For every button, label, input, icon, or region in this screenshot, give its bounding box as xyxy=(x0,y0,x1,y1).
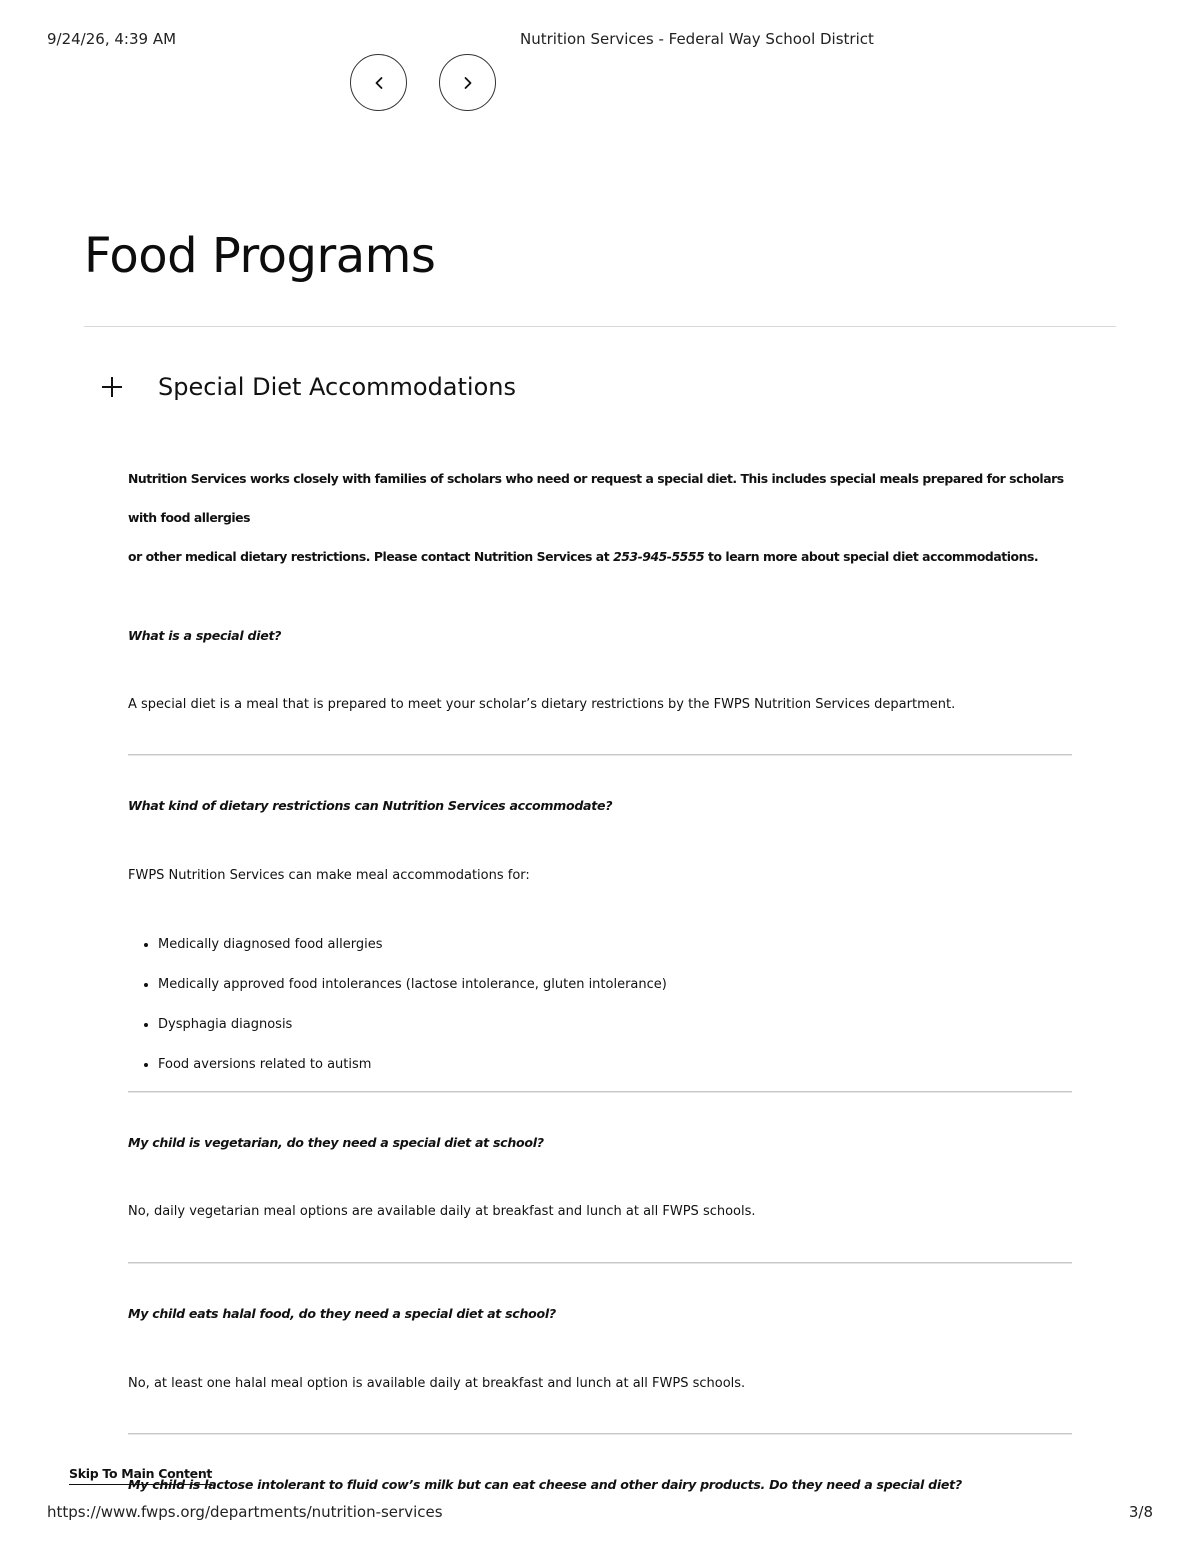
skip-to-main-content-link[interactable]: Skip To Main Content xyxy=(69,1466,212,1485)
print-datetime: 9/24/26, 4:39 AM xyxy=(47,30,177,48)
print-header xyxy=(47,30,1153,52)
chevron-left-icon xyxy=(371,75,387,91)
intro-line-2-prefix: or other medical dietary restrictions. Please contact Nutrition Services at xyxy=(128,549,614,564)
plus-icon xyxy=(100,375,124,399)
faq-question: My child is lactose intolerant to fluid cow’s milk but can eat cheese and other dairy products. Do they need a special diet? xyxy=(128,1477,962,1492)
faq-question: My child is vegetarian, do they need a special diet at school? xyxy=(128,1135,544,1150)
faq-answer: FWPS Nutrition Services can make meal accommodations for: xyxy=(128,868,530,883)
intro-line-2-suffix: to learn more about special diet accommodations. xyxy=(704,549,1039,564)
faq-answer: No, at least one halal meal option is available daily at breakfast and lunch at all FWPS schools. xyxy=(128,1376,746,1391)
list-item: • Medically approved food intolerances (lactose intolerance, gluten intolerance) xyxy=(158,975,1072,995)
page-title: Food Programs xyxy=(84,228,436,284)
list-item: • Dysphagia diagnosis xyxy=(158,1015,1072,1035)
intro-paragraph xyxy=(128,459,1072,576)
print-footer xyxy=(47,1503,1153,1525)
faq-answer: A special diet is a meal that is prepared to meet your scholar’s dietary restrictions by the FWPS Nutrition Services department. xyxy=(128,697,956,712)
faq-question: What is a special diet? xyxy=(128,628,282,643)
faq-list xyxy=(128,935,1072,1075)
title-divider xyxy=(84,326,1116,327)
carousel-prev-button[interactable] xyxy=(350,54,407,111)
faq-divider xyxy=(128,1091,1072,1093)
list-item: • Medically diagnosed food allergies xyxy=(158,935,1072,955)
carousel-next-button[interactable] xyxy=(439,54,496,111)
print-page-title: Nutrition Services - Federal Way School District xyxy=(520,30,874,48)
faq-divider xyxy=(128,1433,1072,1435)
chevron-right-icon xyxy=(460,75,476,91)
faq-question: My child eats halal food, do they need a special diet at school? xyxy=(128,1306,556,1321)
intro-line-1: Nutrition Services works closely with families of scholars who need or request a special diet. This includes special meals prepared for scholars with food allergies xyxy=(128,471,1064,525)
accordion-toggle-special-diet[interactable] xyxy=(100,362,1000,412)
faq-divider xyxy=(128,754,1072,756)
print-page-number: 3/8 xyxy=(1128,1503,1153,1521)
faq-divider xyxy=(128,1262,1072,1264)
accordion-title: Special Diet Accommodations xyxy=(158,373,516,401)
faq-answer: No, daily vegetarian meal options are available daily at breakfast and lunch at all FWPS schools. xyxy=(128,1204,756,1219)
phone-number: 253-945-5555 xyxy=(613,549,705,564)
faq-question: What kind of dietary restrictions can Nutrition Services accommodate? xyxy=(128,798,613,813)
list-item: • Food aversions related to autism xyxy=(158,1055,1072,1075)
print-url: https://www.fwps.org/departments/nutrition-services xyxy=(47,1503,443,1521)
accordion-content xyxy=(128,459,1072,1495)
